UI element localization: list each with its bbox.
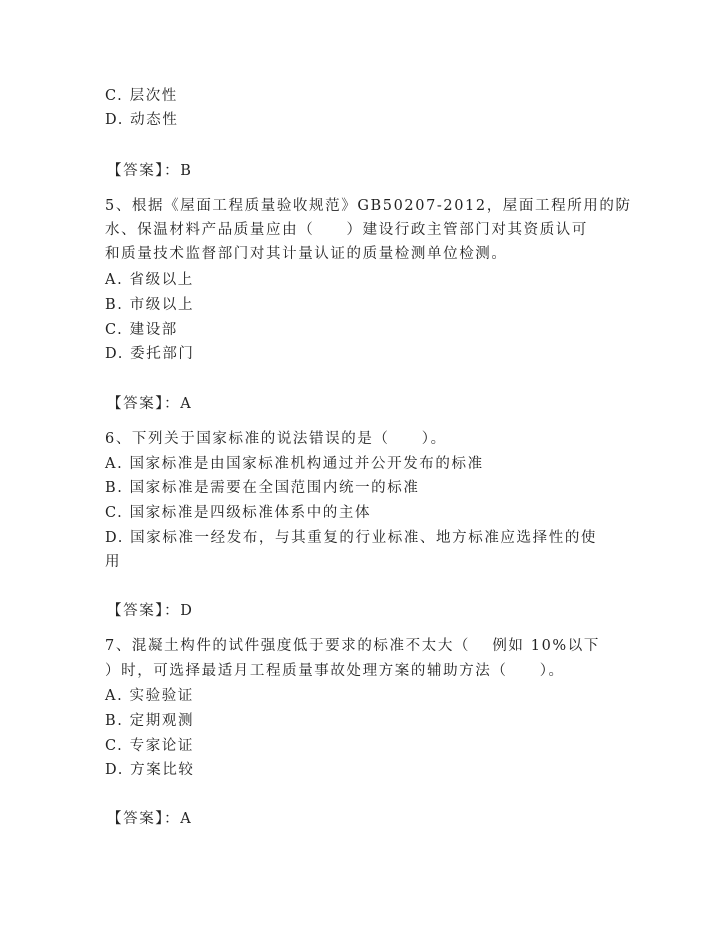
q5-stem-line-1: 5、根据《屋面工程质量验收规范》GB50207-2012，屋面工程所用的防 [105,198,632,214]
q7-stem-line-1: 7、混凝土构件的试件强度低于要求的标准不太大（ 例如 10%以下 [105,638,600,654]
q5-option-c: C. 建设部 [105,322,178,338]
q5-stem-line-2: 水、保温材料产品质量应由（ ）建设行政主管部门对其资质认可 [105,222,588,238]
answer-q5: 【答案】：A [107,396,193,412]
q5-option-d: D. 委托部门 [105,346,195,362]
option-c: C. 层次性 [105,88,178,104]
q7-option-a: A. 实验验证 [105,688,194,704]
q7-stem-line-2: ）时，可选择最适月工程质量事故处理方案的辅助方法（ ）。 [105,663,565,679]
q5-option-a: A. 省级以上 [105,272,194,288]
q6-option-d-line-2: 用 [105,554,122,570]
q6-option-c: C. 国家标准是四级标准体系中的主体 [105,505,372,521]
q7-option-d: D. 方案比较 [105,762,195,778]
q7-option-b: B. 定期观测 [105,713,195,729]
q6-option-d-line-1: D. 国家标准一经发布，与其重复的行业标准、地方标准应选择性的使 [105,530,598,546]
answer-q6: 【答案】：D [107,603,194,619]
q5-option-b: B. 市级以上 [105,297,195,313]
q6-option-a: A. 国家标准是由国家标准机构通过并公开发布的标准 [105,456,484,472]
q6-option-b: B. 国家标准是需要在全国范围内统一的标准 [105,480,420,496]
q7-option-c: C. 专家论证 [105,738,194,754]
answer-prev: 【答案】：B [107,163,193,179]
q5-stem-line-3: 和质量技术监督部门对其计量认证的质量检测单位检测。 [105,246,508,262]
option-d: D. 动态性 [105,112,179,128]
q6-stem-line-1: 6、下列关于国家标准的说法错误的是（ ）。 [105,431,447,447]
answer-q7: 【答案】：A [107,811,193,827]
